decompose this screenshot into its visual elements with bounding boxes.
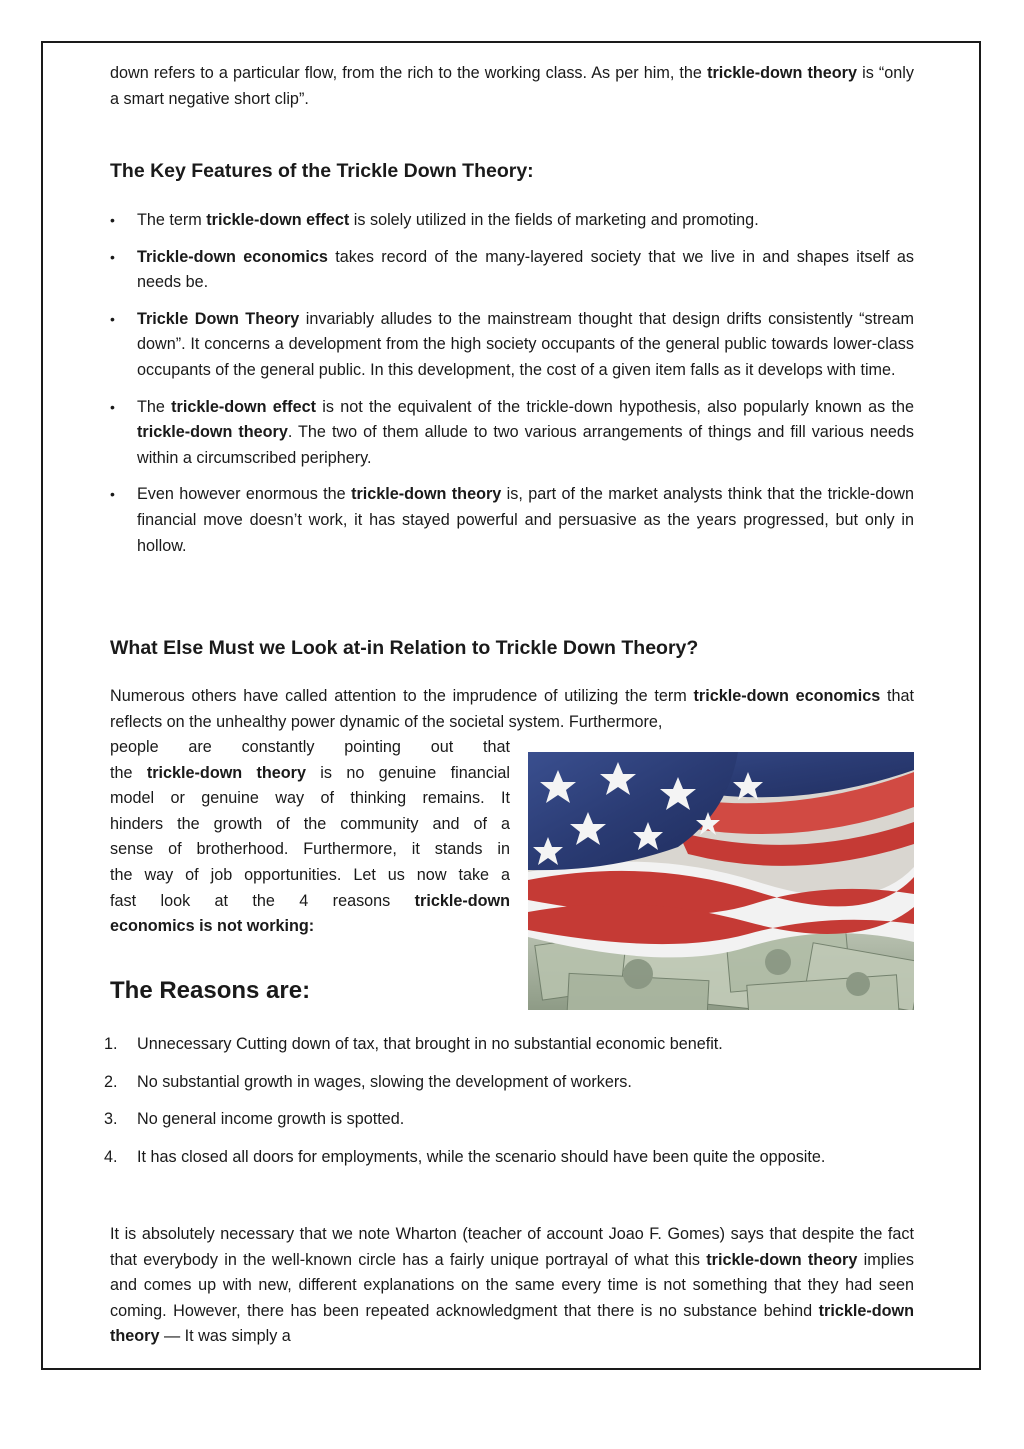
narrow-line bbox=[110, 889, 510, 915]
item-text: is, part of the market analysts think that the trickle-down financial move doesn’t work, it has stayed powerful and persuasive as the years progressed, but only in hollow. bbox=[137, 485, 915, 555]
narrow-line bbox=[110, 863, 510, 889]
features-heading: The Key Features of the Trickle Down Theory: bbox=[110, 160, 534, 182]
reason-item bbox=[104, 1032, 914, 1058]
item-text: Even however enormous the bbox=[137, 485, 352, 504]
item-text: The term bbox=[137, 211, 207, 229]
flag-money-image bbox=[528, 752, 914, 1010]
narrow-line bbox=[110, 914, 510, 940]
item-text: invariably alludes to the mainstream thought that design drifts consistently “stream down”. It concerns a development from the high society occupants of the general public towards lower-class occupants of the general public. In this development, the cost of a given item falls as it develops with time. bbox=[137, 309, 914, 379]
reasons-section bbox=[110, 976, 914, 1006]
item-bold: trickle-down theory bbox=[351, 485, 502, 504]
features-item bbox=[110, 307, 914, 384]
bullet-icon: • bbox=[110, 310, 115, 327]
line-text: model or genuine way of thinking remains. It bbox=[110, 789, 510, 808]
closing-bold: trickle-down theory bbox=[110, 1301, 914, 1346]
line-text: hinders the growth of the community and of a bbox=[110, 814, 510, 833]
closing-text: — It was simply a bbox=[159, 1327, 291, 1346]
item-bold: trickle-down effect bbox=[206, 211, 350, 229]
item-text: is not the equivalent of the trickle-down hypothesis, also popularly known as the bbox=[315, 397, 914, 416]
narrow-line bbox=[110, 761, 510, 787]
narrow-line bbox=[110, 786, 510, 812]
reason-item bbox=[104, 1145, 914, 1171]
narrow-line bbox=[110, 812, 510, 838]
features-section bbox=[110, 158, 914, 184]
reason-item bbox=[104, 1070, 914, 1096]
para-text: that reflects on the unhealthy power dynamic of the societal system. Furthermore, bbox=[110, 687, 915, 731]
else-paragraph-narrow bbox=[110, 735, 510, 940]
reason-text: No general income growth is spotted. bbox=[137, 1110, 405, 1129]
reasons-list bbox=[104, 1032, 914, 1170]
features-list bbox=[110, 208, 914, 559]
features-list-wrap bbox=[110, 208, 914, 570]
closing-text: It is absolutely necessary that we note Wharton (teacher of account Joao F. Gomes) says that despite the fact that everybody in the well-known circle has a fairly unique portrayal of what this bbox=[110, 1225, 914, 1269]
line-bold: trickle-down theory bbox=[146, 763, 306, 782]
item-bold: trickle-down theory bbox=[137, 423, 288, 442]
reasons-heading: The Reasons are: bbox=[110, 977, 311, 1004]
line-text: sense of brotherhood. Furthermore, it stands in bbox=[110, 840, 510, 859]
features-item bbox=[110, 245, 914, 296]
intro-bold: trickle-down theory bbox=[707, 64, 857, 82]
bullet-icon: • bbox=[110, 486, 115, 503]
reason-item bbox=[104, 1107, 914, 1133]
features-item bbox=[110, 208, 914, 234]
reason-text: Unnecessary Cutting down of tax, that brought in no substantial economic benefit. bbox=[137, 1035, 723, 1053]
closing-bold: trickle-down theory bbox=[706, 1250, 858, 1269]
line-bold: economics is not working: bbox=[110, 917, 315, 936]
closing-text: implies and comes up with new, different explanations on the same every time is not something that they had seen coming. However, there has been repeated acknowledgment that there is no substance behind bbox=[110, 1250, 914, 1320]
else-section bbox=[110, 635, 914, 661]
reason-number: 2. bbox=[104, 1072, 118, 1091]
line-text: the bbox=[110, 763, 147, 782]
narrow-line bbox=[110, 735, 510, 761]
item-text: The bbox=[137, 397, 172, 416]
else-heading: What Else Must we Look at-in Relation to Trickle Down Theory? bbox=[110, 637, 699, 659]
para-bold: trickle-down economics bbox=[693, 687, 881, 705]
intro-text-end: is “only a smart negative short clip”. bbox=[110, 64, 915, 108]
bullet-icon: • bbox=[110, 212, 115, 228]
reason-text: No substantial growth in wages, slowing the development of workers. bbox=[137, 1072, 632, 1091]
line-text: the way of job opportunities. Let us now take a bbox=[110, 865, 510, 884]
para-text: Numerous others have called attention to the imprudence of utilizing the term bbox=[110, 687, 694, 705]
bullet-icon: • bbox=[110, 248, 115, 265]
item-bold: trickle-down effect bbox=[171, 397, 316, 416]
item-bold: Trickle-down economics bbox=[137, 247, 328, 266]
line-bold: trickle-down bbox=[414, 891, 510, 910]
reason-text: It has closed all doors for employments, while the scenario should have been quite the opposite. bbox=[137, 1147, 826, 1166]
features-item bbox=[110, 395, 914, 472]
item-text: takes record of the many-layered society that we live in and shapes itself as needs be. bbox=[137, 247, 915, 292]
line-text: people are constantly pointing out that bbox=[110, 738, 510, 756]
reason-number: 4. bbox=[104, 1147, 118, 1166]
features-item bbox=[110, 482, 914, 559]
reasons-list-wrap bbox=[104, 1032, 914, 1182]
bullet-icon: • bbox=[110, 398, 115, 415]
item-bold: Trickle Down Theory bbox=[137, 309, 300, 328]
else-paragraph bbox=[110, 684, 914, 735]
reason-number: 1. bbox=[104, 1035, 118, 1053]
line-text: fast look at the 4 reasons bbox=[110, 891, 415, 910]
narrow-line bbox=[110, 837, 510, 863]
reason-number: 3. bbox=[104, 1110, 118, 1129]
intro-text: down refers to a particular flow, from the rich to the working class. As per him, the bbox=[110, 64, 708, 82]
line-text: is no genuine financial bbox=[305, 763, 510, 782]
item-text: . The two of them allude to two various arrangements of things and fill various needs within a circumscribed periphery. bbox=[137, 423, 914, 467]
closing-paragraph bbox=[110, 1222, 914, 1350]
intro-paragraph bbox=[110, 61, 914, 112]
item-text: is solely utilized in the fields of marketing and promoting. bbox=[349, 211, 759, 229]
